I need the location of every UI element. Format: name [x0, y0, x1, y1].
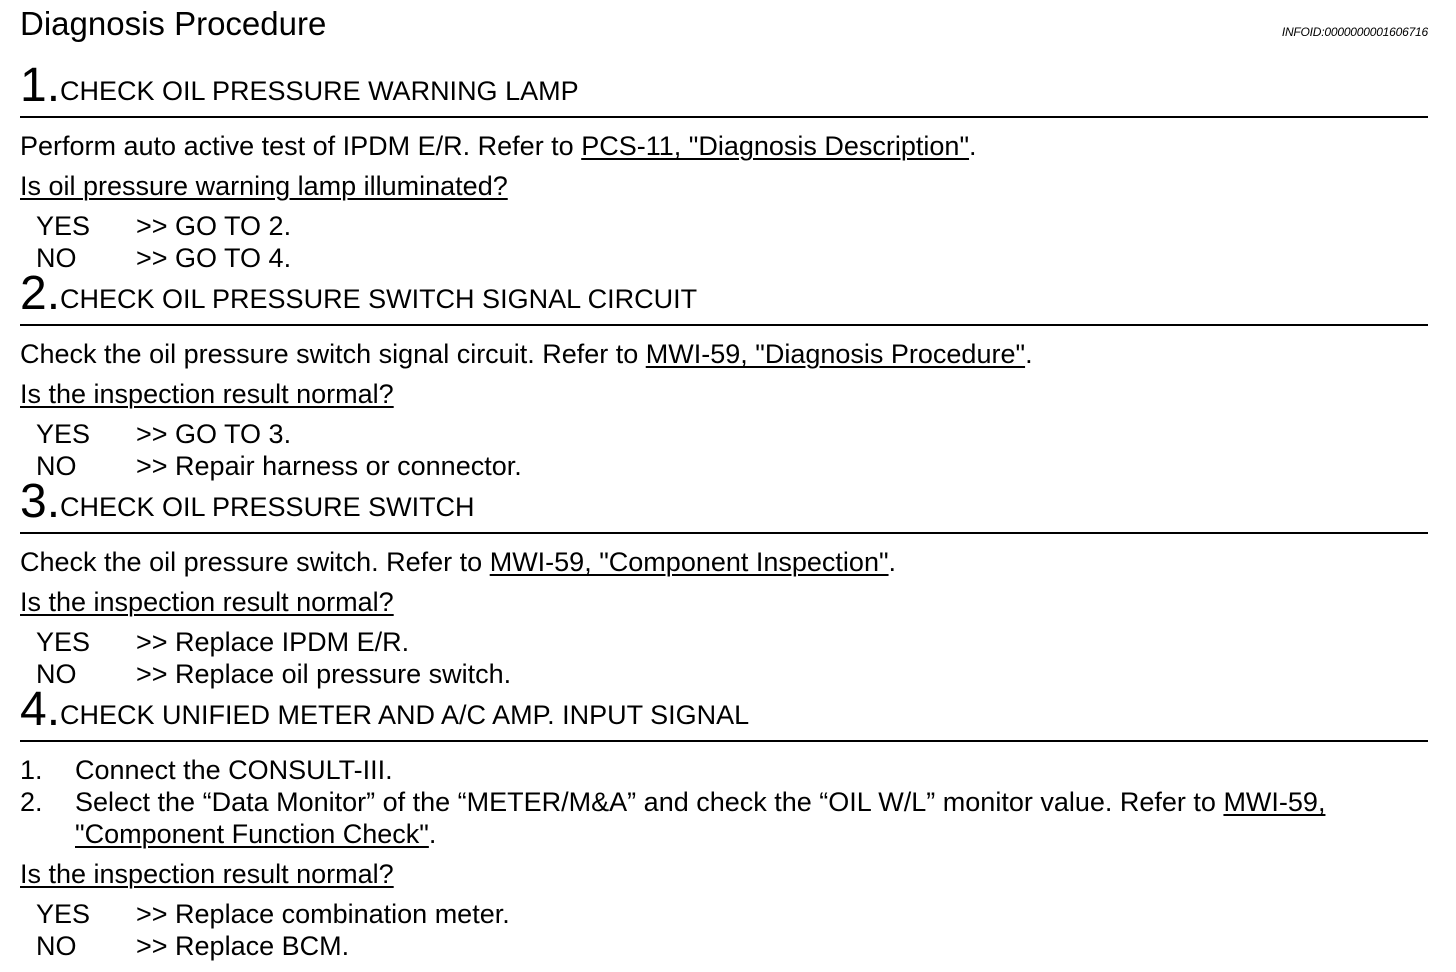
answer-yes-text: >> GO TO 2. — [136, 211, 292, 241]
step-instruction — [20, 130, 977, 162]
reference-link[interactable]: "Component Function Check" — [75, 819, 429, 849]
step-title: CHECK OIL PRESSURE SWITCH SIGNAL CIRCUIT — [60, 284, 698, 314]
list-item-body: Select the “Data Monitor” of the “METER/M&A” and check the “OIL W/L” monitor value. Refer to — [75, 787, 1224, 817]
answer-no-text: >> Repair harness or connector. — [136, 451, 522, 481]
answer-no-text: >> Replace BCM. — [136, 931, 350, 961]
step-header — [20, 683, 1428, 742]
answer-yes-text: >> Replace combination meter. — [136, 899, 510, 929]
document-page — [20, 0, 1428, 972]
list-item-continuation — [75, 818, 436, 850]
answer-yes-text: >> GO TO 3. — [136, 419, 292, 449]
step-question: Is the inspection result normal? — [20, 587, 394, 617]
step-title: CHECK UNIFIED METER AND A/C AMP. INPUT SIGNAL — [60, 700, 750, 730]
answer-no-text: >> GO TO 4. — [136, 243, 292, 273]
page-title: Diagnosis Procedure — [20, 5, 327, 42]
step-number: 2. — [20, 267, 61, 320]
step-title: CHECK OIL PRESSURE SWITCH — [60, 492, 475, 522]
instruction-text: Check the oil pressure switch signal circuit. Refer to — [20, 339, 646, 369]
step-header — [20, 475, 1428, 534]
step-title: CHECK OIL PRESSURE WARNING LAMP — [60, 76, 579, 106]
reference-link[interactable]: MWI-59, — [1223, 787, 1326, 817]
answer-yes-label: YES — [36, 419, 91, 449]
step-question: Is oil pressure warning lamp illuminated? — [20, 171, 508, 201]
info-id: INFOID:0000000001606716 — [1281, 25, 1428, 39]
step-instruction — [20, 546, 896, 578]
list-item-text — [75, 786, 1325, 818]
reference-link[interactable]: MWI-59, "Diagnosis Procedure" — [645, 339, 1026, 369]
step-number: 1. — [20, 59, 61, 112]
instruction-suffix: . — [1025, 339, 1033, 369]
instruction-text: Perform auto active test of IPDM E/R. Refer to — [20, 131, 582, 161]
answer-no-label: NO — [36, 243, 77, 273]
list-item-text: Connect the CONSULT-III. — [75, 755, 393, 785]
step-question: Is the inspection result normal? — [20, 379, 394, 409]
answer-no-text: >> Replace oil pressure switch. — [136, 659, 512, 689]
answer-yes-label: YES — [36, 627, 91, 657]
answer-yes-label: YES — [36, 899, 91, 929]
step-header — [20, 59, 1428, 118]
reference-link[interactable]: PCS-11, "Diagnosis Description" — [581, 131, 970, 161]
step-instruction — [20, 338, 1033, 370]
step-number: 4. — [20, 683, 61, 736]
answer-yes-text: >> Replace IPDM E/R. — [136, 627, 410, 657]
list-item-suffix: . — [428, 819, 437, 849]
reference-link[interactable]: MWI-59, "Component Inspection" — [489, 547, 889, 577]
instruction-text: Check the oil pressure switch. Refer to — [20, 547, 490, 577]
step-header — [20, 267, 1428, 326]
instruction-suffix: . — [888, 547, 897, 577]
list-item-number: 2. — [20, 787, 43, 817]
step-number: 3. — [20, 475, 61, 528]
instruction-suffix: . — [969, 131, 977, 161]
answer-yes-label: YES — [36, 211, 91, 241]
step-question: Is the inspection result normal? — [20, 859, 394, 889]
answer-no-label: NO — [36, 931, 77, 961]
list-item-number: 1. — [20, 755, 43, 785]
answer-no-label: NO — [36, 659, 77, 689]
answer-no-label: NO — [36, 451, 77, 481]
